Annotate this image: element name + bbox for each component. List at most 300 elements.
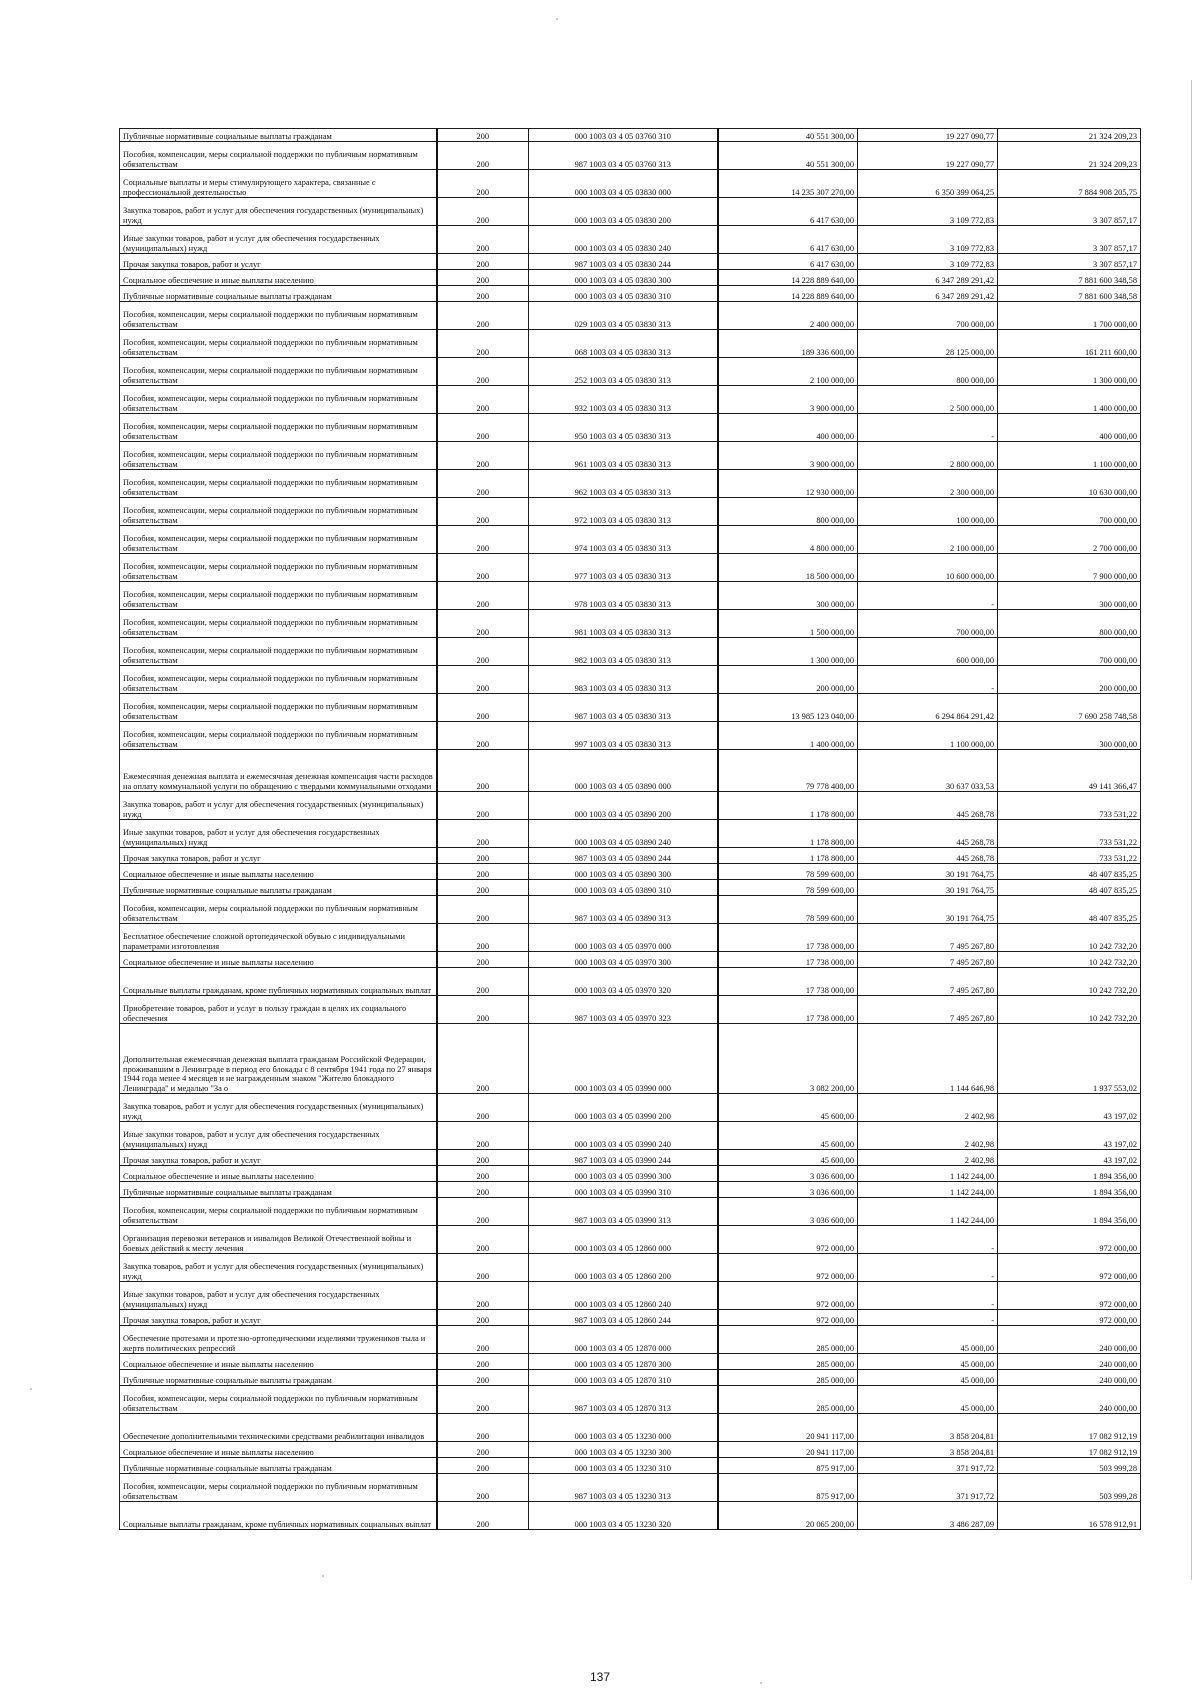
table-row (120, 864, 1141, 880)
table-row (120, 792, 1141, 820)
row-remaining-amount: 2 700 000,00 (998, 526, 1141, 554)
row-line-code: 200 (437, 1326, 529, 1354)
row-budget-code: 000 1003 03 4 05 03830 240 (529, 226, 718, 254)
row-budget-code: 000 1003 03 4 05 03970 300 (529, 952, 718, 968)
row-executed-amount: 371 917,72 (858, 1474, 998, 1502)
row-executed-amount: 6 347 289 291,42 (858, 270, 998, 286)
table-row (120, 1282, 1141, 1310)
row-line-code: 200 (437, 442, 529, 470)
table-row (120, 526, 1141, 554)
row-approved-amount: 14 228 889 640,00 (718, 270, 858, 286)
table-row (120, 1354, 1141, 1370)
row-line-code: 200 (437, 170, 529, 198)
row-name: Закупка товаров, работ и услуг для обеспечения государственных (муниципальных) нужд (120, 198, 437, 226)
row-budget-code: 974 1003 03 4 05 03830 313 (529, 526, 718, 554)
table-row (120, 1502, 1141, 1530)
table-row (120, 358, 1141, 386)
row-remaining-amount: 43 197,02 (998, 1094, 1141, 1122)
table-row (120, 952, 1141, 968)
row-budget-code: 978 1003 03 4 05 03830 313 (529, 582, 718, 610)
row-approved-amount: 3 036 600,00 (718, 1182, 858, 1198)
row-line-code: 200 (437, 1414, 529, 1442)
row-approved-amount: 285 000,00 (718, 1386, 858, 1414)
row-line-code: 200 (437, 968, 529, 996)
row-budget-code: 000 1003 03 4 05 12870 310 (529, 1370, 718, 1386)
row-remaining-amount: 1 100 000,00 (998, 442, 1141, 470)
row-approved-amount: 18 500 000,00 (718, 554, 858, 582)
row-remaining-amount: 300 000,00 (998, 582, 1141, 610)
row-executed-amount: 100 000,00 (858, 498, 998, 526)
row-remaining-amount: 10 242 732,20 (998, 952, 1141, 968)
row-name: Пособия, компенсации, меры социальной поддержки по публичным нормативным обязательствам (120, 666, 437, 694)
row-name: Социальное обеспечение и иные выплаты населению (120, 864, 437, 880)
row-executed-amount: 2 402,98 (858, 1094, 998, 1122)
row-name: Пособия, компенсации, меры социальной поддержки по публичным нормативным обязательствам (120, 470, 437, 498)
row-line-code: 200 (437, 302, 529, 330)
row-line-code: 200 (437, 1122, 529, 1150)
row-name: Прочая закупка товаров, работ и услуг (120, 1150, 437, 1166)
row-budget-code: 950 1003 03 4 05 03830 313 (529, 414, 718, 442)
row-approved-amount: 4 800 000,00 (718, 526, 858, 554)
table-row (120, 330, 1141, 358)
table-row (120, 638, 1141, 666)
table-row (120, 1150, 1141, 1166)
table-row (120, 254, 1141, 270)
row-executed-amount: 45 000,00 (858, 1370, 998, 1386)
table-row (120, 1414, 1141, 1442)
row-budget-code: 000 1003 03 4 05 03990 300 (529, 1166, 718, 1182)
row-name: Прочая закупка товаров, работ и услуг (120, 1310, 437, 1326)
row-name: Публичные нормативные социальные выплаты гражданам (120, 1370, 437, 1386)
row-remaining-amount: 3 307 857,17 (998, 254, 1141, 270)
row-executed-amount: 6 350 399 064,25 (858, 170, 998, 198)
row-line-code: 200 (437, 750, 529, 792)
row-executed-amount: 1 142 244,00 (858, 1198, 998, 1226)
row-executed-amount: 30 191 764,75 (858, 864, 998, 880)
table-row (120, 1458, 1141, 1474)
row-name: Пособия, компенсации, меры социальной поддержки по публичным нормативным обязательствам (120, 638, 437, 666)
scan-edge-line (1191, 80, 1192, 1580)
row-name: Пособия, компенсации, меры социальной поддержки по публичным нормативным обязательствам (120, 694, 437, 722)
table-row (120, 286, 1141, 302)
row-approved-amount: 2 400 000,00 (718, 302, 858, 330)
row-remaining-amount: 300 000,00 (998, 722, 1141, 750)
table-row (120, 722, 1141, 750)
row-remaining-amount: 43 197,02 (998, 1122, 1141, 1150)
table-row (120, 968, 1141, 996)
row-executed-amount: 1 100 000,00 (858, 722, 998, 750)
row-name: Публичные нормативные социальные выплаты гражданам (120, 286, 437, 302)
row-budget-code: 987 1003 03 4 05 03990 313 (529, 1198, 718, 1226)
row-line-code: 200 (437, 1094, 529, 1122)
table-row (120, 1474, 1141, 1502)
row-remaining-amount: 240 000,00 (998, 1354, 1141, 1370)
row-remaining-amount: 733 531,22 (998, 792, 1141, 820)
row-approved-amount: 40 551 300,00 (718, 142, 858, 170)
row-approved-amount: 6 417 630,00 (718, 198, 858, 226)
table-row (120, 142, 1141, 170)
row-name: Пособия, компенсации, меры социальной поддержки по публичным нормативным обязательствам (120, 1198, 437, 1226)
row-line-code: 200 (437, 820, 529, 848)
table-row (120, 170, 1141, 198)
row-remaining-amount: 972 000,00 (998, 1310, 1141, 1326)
row-remaining-amount: 7 690 258 748,58 (998, 694, 1141, 722)
table-row (120, 1254, 1141, 1282)
row-budget-code: 000 1003 03 4 05 03830 310 (529, 286, 718, 302)
row-approved-amount: 78 599 600,00 (718, 880, 858, 896)
row-approved-amount: 3 036 600,00 (718, 1198, 858, 1226)
table-row (120, 1226, 1141, 1254)
row-approved-amount: 78 599 600,00 (718, 864, 858, 880)
row-executed-amount: - (858, 414, 998, 442)
row-line-code: 200 (437, 470, 529, 498)
row-name: Иные закупки товаров, работ и услуг для обеспечения государственных (муниципальных) нужд (120, 226, 437, 254)
table-row (120, 610, 1141, 638)
row-approved-amount: 285 000,00 (718, 1326, 858, 1354)
row-remaining-amount: 972 000,00 (998, 1282, 1141, 1310)
row-executed-amount: 6 347 289 291,42 (858, 286, 998, 302)
row-remaining-amount: 43 197,02 (998, 1150, 1141, 1166)
table-row (120, 1166, 1141, 1182)
row-executed-amount: 2 300 000,00 (858, 470, 998, 498)
row-budget-code: 972 1003 03 4 05 03830 313 (529, 498, 718, 526)
row-name: Пособия, компенсации, меры социальной поддержки по публичным нормативным обязательствам (120, 302, 437, 330)
row-name: Социальное обеспечение и иные выплаты населению (120, 1442, 437, 1458)
row-executed-amount: 45 000,00 (858, 1326, 998, 1354)
row-approved-amount: 200 000,00 (718, 666, 858, 694)
row-name: Иные закупки товаров, работ и услуг для обеспечения государственных (муниципальных) нужд (120, 1282, 437, 1310)
row-budget-code: 000 1003 03 4 05 03890 310 (529, 880, 718, 896)
row-budget-code: 962 1003 03 4 05 03830 313 (529, 470, 718, 498)
row-name: Закупка товаров, работ и услуг для обеспечения государственных (муниципальных) нужд (120, 1254, 437, 1282)
row-executed-amount: 30 637 033,53 (858, 750, 998, 792)
row-remaining-amount: 7 900 000,00 (998, 554, 1141, 582)
row-line-code: 200 (437, 1282, 529, 1310)
table-row (120, 848, 1141, 864)
row-remaining-amount: 10 630 000,00 (998, 470, 1141, 498)
row-line-code: 200 (437, 526, 529, 554)
row-line-code: 200 (437, 226, 529, 254)
row-budget-code: 982 1003 03 4 05 03830 313 (529, 638, 718, 666)
row-budget-code: 961 1003 03 4 05 03830 313 (529, 442, 718, 470)
row-remaining-amount: 972 000,00 (998, 1226, 1141, 1254)
row-name: Социальные выплаты гражданам, кроме публичных нормативных социальных выплат (120, 1502, 437, 1530)
row-approved-amount: 1 178 800,00 (718, 792, 858, 820)
row-approved-amount: 6 417 630,00 (718, 254, 858, 270)
row-remaining-amount: 1 937 553,02 (998, 1024, 1141, 1094)
row-line-code: 200 (437, 198, 529, 226)
row-remaining-amount: 48 407 835,25 (998, 864, 1141, 880)
row-budget-code: 000 1003 03 4 05 12860 000 (529, 1226, 718, 1254)
row-name: Пособия, компенсации, меры социальной поддержки по публичным нормативным обязательствам (120, 498, 437, 526)
row-name: Обеспечение протезами и протезно-ортопедическими изделиями тружеников тыла и жертв политических репрессий (120, 1326, 437, 1354)
scan-speck (760, 1682, 762, 1684)
row-budget-code: 000 1003 03 4 05 03990 310 (529, 1182, 718, 1198)
row-remaining-amount: 700 000,00 (998, 638, 1141, 666)
row-approved-amount: 1 300 000,00 (718, 638, 858, 666)
row-line-code: 200 (437, 142, 529, 170)
row-approved-amount: 1 178 800,00 (718, 820, 858, 848)
row-line-code: 200 (437, 1474, 529, 1502)
row-budget-code: 987 1003 03 4 05 03990 244 (529, 1150, 718, 1166)
row-approved-amount: 285 000,00 (718, 1354, 858, 1370)
row-approved-amount: 17 738 000,00 (718, 924, 858, 952)
row-budget-code: 000 1003 03 4 05 03760 310 (529, 129, 718, 142)
row-approved-amount: 189 336 600,00 (718, 330, 858, 358)
row-approved-amount: 972 000,00 (718, 1282, 858, 1310)
row-executed-amount: 7 495 267,80 (858, 952, 998, 968)
row-line-code: 200 (437, 1024, 529, 1094)
row-line-code: 200 (437, 1386, 529, 1414)
row-name: Социальное обеспечение и иные выплаты населению (120, 270, 437, 286)
row-budget-code: 000 1003 03 4 05 03970 320 (529, 968, 718, 996)
row-approved-amount: 875 917,00 (718, 1474, 858, 1502)
row-executed-amount: - (858, 1282, 998, 1310)
row-executed-amount: - (858, 1310, 998, 1326)
row-approved-amount: 14 235 307 270,00 (718, 170, 858, 198)
row-executed-amount: 19 227 090,77 (858, 129, 998, 142)
row-budget-code: 997 1003 03 4 05 03830 313 (529, 722, 718, 750)
table-row (120, 554, 1141, 582)
table-row (120, 896, 1141, 924)
row-approved-amount: 17 738 000,00 (718, 996, 858, 1024)
row-line-code: 200 (437, 1226, 529, 1254)
row-executed-amount: 800 000,00 (858, 358, 998, 386)
table-row (120, 226, 1141, 254)
row-executed-amount: 30 191 764,75 (858, 880, 998, 896)
row-budget-code: 000 1003 03 4 05 03830 200 (529, 198, 718, 226)
row-line-code: 200 (437, 1254, 529, 1282)
row-approved-amount: 3 082 200,00 (718, 1024, 858, 1094)
row-line-code: 200 (437, 1370, 529, 1386)
row-line-code: 200 (437, 694, 529, 722)
row-remaining-amount: 48 407 835,25 (998, 880, 1141, 896)
row-executed-amount: 45 000,00 (858, 1386, 998, 1414)
row-name: Пособия, компенсации, меры социальной поддержки по публичным нормативным обязательствам (120, 610, 437, 638)
row-budget-code: 000 1003 03 4 05 12860 240 (529, 1282, 718, 1310)
row-name: Публичные нормативные социальные выплаты гражданам (120, 1182, 437, 1198)
row-executed-amount: - (858, 1226, 998, 1254)
row-budget-code: 068 1003 03 4 05 03830 313 (529, 330, 718, 358)
row-executed-amount: 2 402,98 (858, 1122, 998, 1150)
row-line-code: 200 (437, 1502, 529, 1530)
row-line-code: 200 (437, 1310, 529, 1326)
table-row (120, 498, 1141, 526)
table-row (120, 996, 1141, 1024)
row-remaining-amount: 240 000,00 (998, 1326, 1141, 1354)
row-executed-amount: 3 109 772,83 (858, 254, 998, 270)
row-remaining-amount: 21 324 209,23 (998, 142, 1141, 170)
row-budget-code: 000 1003 03 4 05 03890 240 (529, 820, 718, 848)
row-budget-code: 987 1003 03 4 05 03890 313 (529, 896, 718, 924)
table-row (120, 1386, 1141, 1414)
row-line-code: 200 (437, 896, 529, 924)
row-remaining-amount: 16 578 912,91 (998, 1502, 1141, 1530)
row-executed-amount: 3 486 287,09 (858, 1502, 998, 1530)
row-budget-code: 000 1003 03 4 05 12870 000 (529, 1326, 718, 1354)
table-row (120, 1094, 1141, 1122)
row-remaining-amount: 200 000,00 (998, 666, 1141, 694)
row-approved-amount: 400 000,00 (718, 414, 858, 442)
row-executed-amount: - (858, 666, 998, 694)
row-executed-amount: 7 495 267,80 (858, 996, 998, 1024)
row-approved-amount: 3 036 600,00 (718, 1166, 858, 1182)
row-line-code: 200 (437, 286, 529, 302)
row-approved-amount: 45 600,00 (718, 1094, 858, 1122)
row-line-code: 200 (437, 254, 529, 270)
row-budget-code: 000 1003 03 4 05 03890 200 (529, 792, 718, 820)
row-approved-amount: 3 900 000,00 (718, 442, 858, 470)
table-row (120, 666, 1141, 694)
row-remaining-amount: 17 082 912,19 (998, 1442, 1141, 1458)
page-number: 137 (589, 1670, 611, 1684)
row-approved-amount: 3 900 000,00 (718, 386, 858, 414)
row-executed-amount: 3 109 772,83 (858, 226, 998, 254)
row-approved-amount: 20 941 117,00 (718, 1442, 858, 1458)
row-name: Иные закупки товаров, работ и услуг для обеспечения государственных (муниципальных) нужд (120, 820, 437, 848)
row-remaining-amount: 400 000,00 (998, 414, 1141, 442)
row-line-code: 200 (437, 924, 529, 952)
row-name: Публичные нормативные социальные выплаты гражданам (120, 880, 437, 896)
row-budget-code: 987 1003 03 4 05 03890 244 (529, 848, 718, 864)
row-name: Пособия, компенсации, меры социальной поддержки по публичным нормативным обязательствам (120, 554, 437, 582)
row-executed-amount: 700 000,00 (858, 610, 998, 638)
row-budget-code: 000 1003 03 4 05 03990 200 (529, 1094, 718, 1122)
row-executed-amount: 700 000,00 (858, 302, 998, 330)
row-line-code: 200 (437, 414, 529, 442)
row-remaining-amount: 1 300 000,00 (998, 358, 1141, 386)
row-remaining-amount: 733 531,22 (998, 820, 1141, 848)
row-approved-amount: 972 000,00 (718, 1254, 858, 1282)
row-remaining-amount: 48 407 835,25 (998, 896, 1141, 924)
row-budget-code: 983 1003 03 4 05 03830 313 (529, 666, 718, 694)
table-row (120, 924, 1141, 952)
row-executed-amount: 3 858 204,81 (858, 1414, 998, 1442)
row-approved-amount: 45 600,00 (718, 1150, 858, 1166)
row-budget-code: 987 1003 03 4 05 12860 244 (529, 1310, 718, 1326)
row-executed-amount: 445 268,78 (858, 820, 998, 848)
table-row (120, 1024, 1141, 1094)
row-approved-amount: 14 228 889 640,00 (718, 286, 858, 302)
row-approved-amount: 6 417 630,00 (718, 226, 858, 254)
row-line-code: 200 (437, 880, 529, 896)
row-name: Пособия, компенсации, меры социальной поддержки по публичным нормативным обязательствам (120, 582, 437, 610)
row-executed-amount: 445 268,78 (858, 848, 998, 864)
row-remaining-amount: 972 000,00 (998, 1254, 1141, 1282)
row-remaining-amount: 10 242 732,20 (998, 924, 1141, 952)
row-budget-code: 000 1003 03 4 05 13230 300 (529, 1442, 718, 1458)
row-remaining-amount: 21 324 209,23 (998, 129, 1141, 142)
row-approved-amount: 78 599 600,00 (718, 896, 858, 924)
row-budget-code: 000 1003 03 4 05 13230 310 (529, 1458, 718, 1474)
row-executed-amount: 6 294 864 291,42 (858, 694, 998, 722)
table-row (120, 582, 1141, 610)
row-budget-code: 000 1003 03 4 05 12870 300 (529, 1354, 718, 1370)
row-name: Пособия, компенсации, меры социальной поддержки по публичным нормативным обязательствам (120, 358, 437, 386)
table-row (120, 129, 1141, 142)
table-row (120, 1122, 1141, 1150)
row-budget-code: 987 1003 03 4 05 13230 313 (529, 1474, 718, 1502)
row-remaining-amount: 240 000,00 (998, 1386, 1141, 1414)
row-line-code: 200 (437, 1458, 529, 1474)
row-executed-amount: 10 600 000,00 (858, 554, 998, 582)
row-budget-code: 000 1003 03 4 05 03830 300 (529, 270, 718, 286)
row-budget-code: 000 1003 03 4 05 03990 240 (529, 1122, 718, 1150)
table-row (120, 1442, 1141, 1458)
row-line-code: 200 (437, 952, 529, 968)
row-name: Пособия, компенсации, меры социальной поддержки по публичным нормативным обязательствам (120, 330, 437, 358)
row-approved-amount: 79 778 400,00 (718, 750, 858, 792)
row-budget-code: 987 1003 03 4 05 03760 313 (529, 142, 718, 170)
row-budget-code: 987 1003 03 4 05 03830 313 (529, 694, 718, 722)
row-name: Публичные нормативные социальные выплаты гражданам (120, 1458, 437, 1474)
scan-speck (322, 1575, 324, 1577)
row-remaining-amount: 7 881 600 348,58 (998, 286, 1141, 302)
row-line-code: 200 (437, 358, 529, 386)
table-row (120, 386, 1141, 414)
row-remaining-amount: 10 242 732,20 (998, 996, 1141, 1024)
row-executed-amount: 30 191 764,75 (858, 896, 998, 924)
table-row (120, 470, 1141, 498)
row-executed-amount: 2 800 000,00 (858, 442, 998, 470)
row-line-code: 200 (437, 666, 529, 694)
row-budget-code: 000 1003 03 4 05 12860 200 (529, 1254, 718, 1282)
row-approved-amount: 972 000,00 (718, 1226, 858, 1254)
row-remaining-amount: 733 531,22 (998, 848, 1141, 864)
row-executed-amount: - (858, 582, 998, 610)
row-remaining-amount: 7 884 908 205,75 (998, 170, 1141, 198)
row-executed-amount: 445 268,78 (858, 792, 998, 820)
row-line-code: 200 (437, 1354, 529, 1370)
row-remaining-amount: 3 307 857,17 (998, 198, 1141, 226)
row-budget-code: 029 1003 03 4 05 03830 313 (529, 302, 718, 330)
row-name: Дополнительная ежемесячная денежная выплата гражданам Российской Федерации, проживавшим в Ленинграде в период его блокады с 8 сентября 1941 года по 27 января 1944 года менее 4 месяцев и не награжденным знаком "Жителю блокадного Ленинграда" и медалью "За о (120, 1024, 437, 1094)
row-name: Обеспечение дополнительными техническими средствами реабилитации инвалидов (120, 1414, 437, 1442)
row-remaining-amount: 1 400 000,00 (998, 386, 1141, 414)
row-line-code: 200 (437, 1166, 529, 1182)
row-line-code: 200 (437, 1182, 529, 1198)
row-budget-code: 932 1003 03 4 05 03830 313 (529, 386, 718, 414)
row-line-code: 200 (437, 554, 529, 582)
row-approved-amount: 17 738 000,00 (718, 952, 858, 968)
row-budget-code: 977 1003 03 4 05 03830 313 (529, 554, 718, 582)
row-line-code: 200 (437, 386, 529, 414)
row-executed-amount: 1 144 646,98 (858, 1024, 998, 1094)
table-row (120, 750, 1141, 792)
row-approved-amount: 1 400 000,00 (718, 722, 858, 750)
row-remaining-amount: 240 000,00 (998, 1370, 1141, 1386)
row-name: Пособия, компенсации, меры социальной поддержки по публичным нормативным обязательствам (120, 142, 437, 170)
row-name: Ежемесячная денежная выплата и ежемесячная денежная компенсация части расходов на оплату коммунальной услуги по обращению с твердыми коммунальными отходами (120, 750, 437, 792)
row-approved-amount: 875 917,00 (718, 1458, 858, 1474)
row-name: Прочая закупка товаров, работ и услуг (120, 848, 437, 864)
table-row (120, 880, 1141, 896)
table-row (120, 414, 1141, 442)
row-name: Прочая закупка товаров, работ и услуг (120, 254, 437, 270)
row-line-code: 200 (437, 1442, 529, 1458)
row-line-code: 200 (437, 638, 529, 666)
row-name: Пособия, компенсации, меры социальной поддержки по публичным нормативным обязательствам (120, 1474, 437, 1502)
row-name: Иные закупки товаров, работ и услуг для обеспечения государственных (муниципальных) нужд (120, 1122, 437, 1150)
row-approved-amount: 20 065 200,00 (718, 1502, 858, 1530)
row-executed-amount: 2 402,98 (858, 1150, 998, 1166)
row-name: Пособия, компенсации, меры социальной поддержки по публичным нормативным обязательствам (120, 722, 437, 750)
row-line-code: 200 (437, 1150, 529, 1166)
row-remaining-amount: 10 242 732,20 (998, 968, 1141, 996)
row-line-code: 200 (437, 1198, 529, 1226)
row-name: Пособия, компенсации, меры социальной поддержки по публичным нормативным обязательствам (120, 1386, 437, 1414)
row-remaining-amount: 503 999,28 (998, 1474, 1141, 1502)
